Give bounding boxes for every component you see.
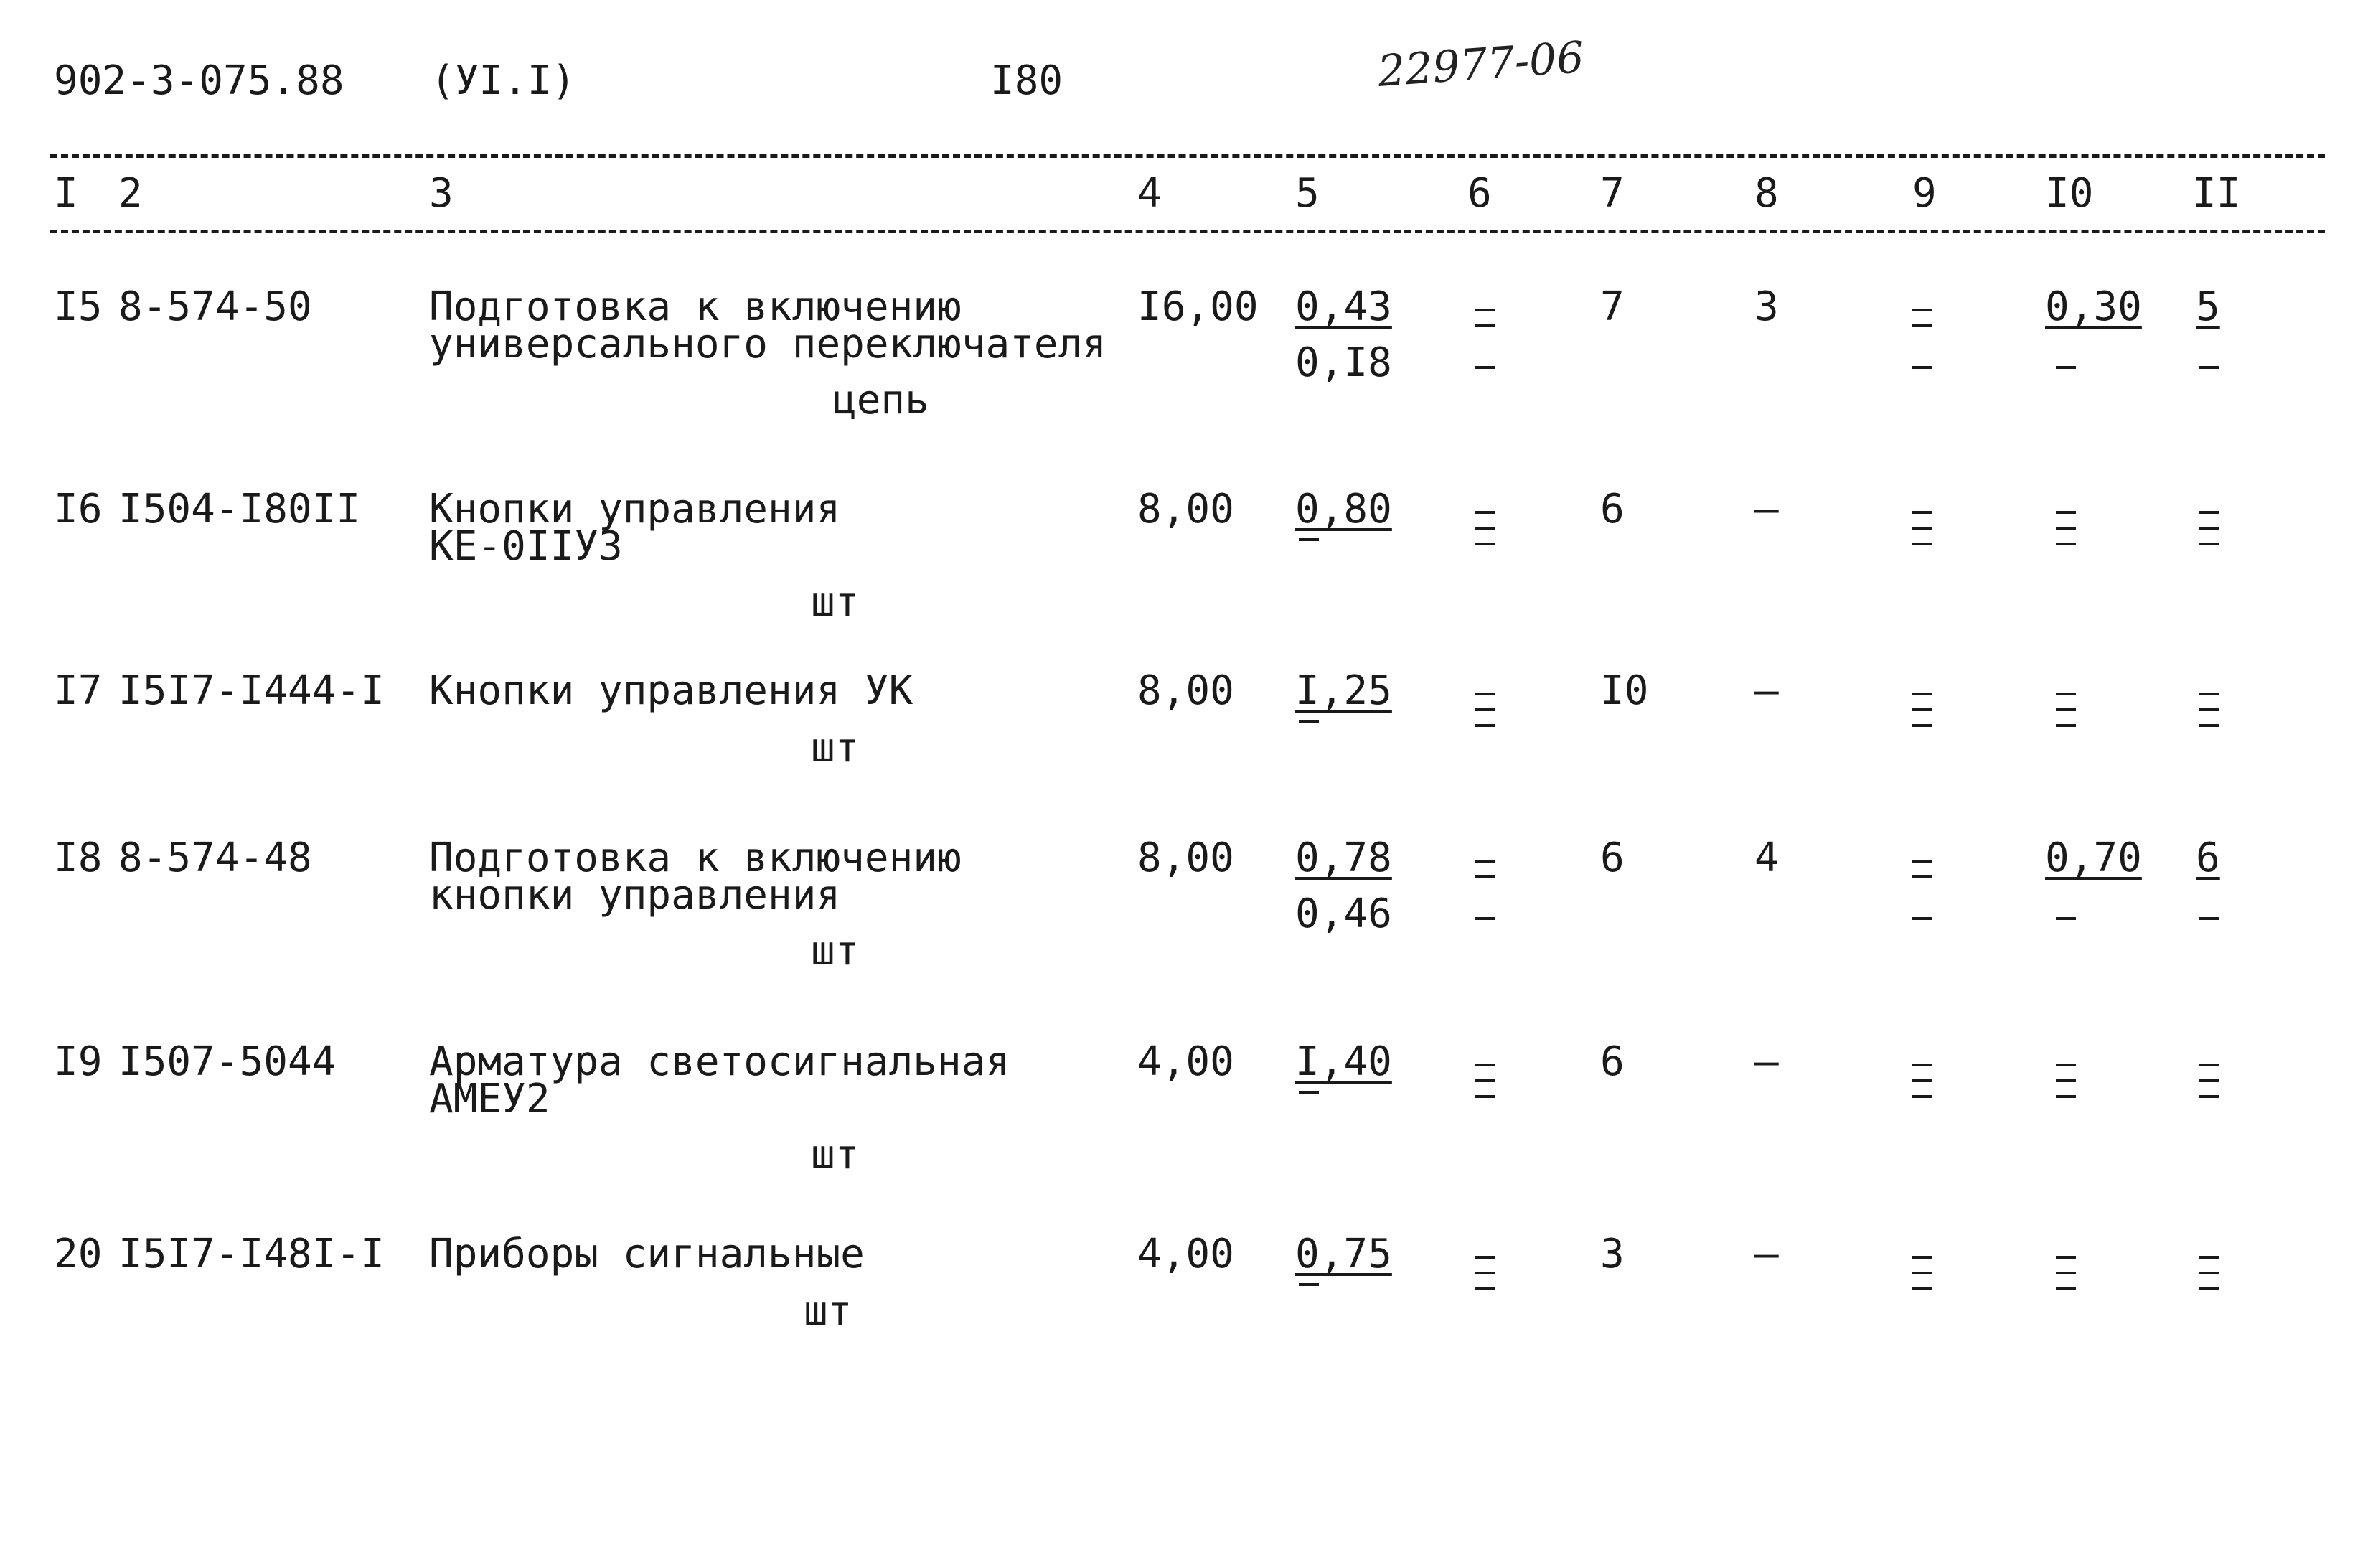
row-number: I8 xyxy=(54,835,103,881)
col-8-value: – xyxy=(1754,1231,1779,1277)
column-header: 3 xyxy=(429,170,454,217)
empty-cell-mark xyxy=(1912,1079,1932,1082)
empty-cell-mark xyxy=(1912,693,1932,695)
section-label: (УI.I) xyxy=(431,57,576,104)
unit-of-measure: цепь xyxy=(832,377,929,423)
row-number: I7 xyxy=(54,667,103,714)
empty-cell-mark xyxy=(2056,1064,2076,1066)
column-header: 4 xyxy=(1137,170,1162,217)
handwritten-number: 22977-06 xyxy=(1376,32,1586,97)
rate-top: 0,75 xyxy=(1295,1231,1392,1277)
empty-cell-mark xyxy=(1912,1256,1932,1259)
empty-cell-mark xyxy=(2056,1287,2076,1290)
description-line-2: АМЕУ2 xyxy=(429,1076,550,1122)
col-8-value: – xyxy=(1754,486,1779,532)
col-8-value: – xyxy=(1754,1038,1779,1085)
header-rule-top xyxy=(50,154,2325,158)
empty-cell-mark xyxy=(1912,1272,1932,1274)
description-line-2: КЕ-0IIУ3 xyxy=(429,523,623,570)
col-7-value: 6 xyxy=(1600,486,1625,532)
empty-cell-mark xyxy=(2199,543,2219,545)
column-header: 2 xyxy=(118,170,143,217)
empty-cell-mark xyxy=(2199,527,2219,530)
price-code: I5I7-I444-I xyxy=(118,667,385,714)
row-number: I9 xyxy=(54,1038,103,1085)
col-7-value: 3 xyxy=(1600,1231,1625,1277)
quantity: 8,00 xyxy=(1137,835,1234,881)
empty-cell-mark xyxy=(2199,1256,2219,1259)
unit-of-measure: шт xyxy=(811,725,860,771)
column-header: 7 xyxy=(1600,170,1625,217)
empty-cell-mark xyxy=(1912,724,1932,727)
description-line-1: Подготовка к включению xyxy=(429,283,962,330)
empty-cell-mark xyxy=(1475,511,1495,514)
unit-of-measure: шт xyxy=(804,1288,852,1335)
empty-cell-mark xyxy=(1475,708,1495,711)
page-number: I80 xyxy=(990,57,1063,104)
column-header: 6 xyxy=(1467,170,1492,217)
unit-of-measure: шт xyxy=(811,928,860,975)
rate-top: I,25 xyxy=(1295,667,1392,714)
column-header: I0 xyxy=(2045,170,2094,217)
empty-cell-mark xyxy=(2199,1272,2219,1274)
col-8-value: 4 xyxy=(1754,835,1779,881)
empty-cell-mark xyxy=(2056,724,2076,727)
empty-cell-mark xyxy=(2199,917,2219,920)
empty-cell-mark xyxy=(1475,543,1495,545)
description-line-1: Кнопки управления xyxy=(429,486,841,532)
col-10-value: 0,30 xyxy=(2045,283,2142,330)
empty-cell-mark xyxy=(2199,1064,2219,1066)
description-line-2: универсального переключателя xyxy=(429,321,1107,367)
empty-cell-mark xyxy=(1475,1272,1495,1274)
empty-cell-mark xyxy=(2056,1256,2076,1259)
rate-top: 0,80 xyxy=(1295,486,1392,532)
empty-cell-mark xyxy=(2199,1079,2219,1082)
empty-cell-mark xyxy=(1912,875,1932,878)
empty-cell-mark xyxy=(2056,708,2076,711)
empty-cell-mark xyxy=(2199,1095,2219,1098)
empty-cell-mark xyxy=(1912,1095,1932,1098)
empty-cell-mark xyxy=(1912,366,1932,369)
empty-cell-mark xyxy=(1475,527,1495,530)
empty-cell-mark xyxy=(2199,693,2219,695)
price-code: I504-I80II xyxy=(118,486,361,532)
col-7-value: 6 xyxy=(1600,835,1625,881)
row-number: 20 xyxy=(54,1231,103,1277)
rate-bottom: 0,46 xyxy=(1295,891,1392,937)
price-code: 8-574-48 xyxy=(118,835,312,881)
column-header: 9 xyxy=(1912,170,1937,217)
empty-cell-mark xyxy=(1912,527,1932,530)
description-line-1: Кнопки управления УК xyxy=(429,667,913,714)
empty-cell-mark xyxy=(1912,860,1932,863)
empty-cell-mark xyxy=(2056,543,2076,545)
quantity: 4,00 xyxy=(1137,1038,1234,1085)
empty-cell-mark xyxy=(2199,1287,2219,1290)
column-header: I xyxy=(54,170,78,217)
empty-cell-mark xyxy=(1475,1064,1495,1066)
description-line-1: Приборы сигнальные xyxy=(429,1231,865,1277)
rate-bottom: 0,I8 xyxy=(1295,339,1392,386)
col-11-value: 6 xyxy=(2196,835,2220,881)
empty-cell-mark xyxy=(1475,860,1495,863)
rate-top: 0,78 xyxy=(1295,835,1392,881)
empty-cell-mark xyxy=(1475,324,1495,327)
price-code: I5I7-I48I-I xyxy=(118,1231,385,1277)
empty-cell-mark xyxy=(1475,1287,1495,1290)
quantity: 4,00 xyxy=(1137,1231,1234,1277)
column-header: 5 xyxy=(1295,170,1320,217)
empty-cell-mark xyxy=(2056,527,2076,530)
quantity: 8,00 xyxy=(1137,486,1234,532)
col-8-value: – xyxy=(1754,667,1779,714)
empty-cell-mark xyxy=(1912,543,1932,545)
description-line-1: Подготовка к включению xyxy=(429,835,962,881)
document-code: 902-3-075.88 xyxy=(54,57,344,104)
empty-cell-mark xyxy=(1912,708,1932,711)
unit-of-measure: шт xyxy=(811,579,860,626)
unit-of-measure: шт xyxy=(811,1132,860,1178)
col-10-value: 0,70 xyxy=(2045,835,2142,881)
empty-cell-mark xyxy=(1912,324,1932,327)
empty-cell-mark xyxy=(1475,1095,1495,1098)
empty-cell-mark xyxy=(2056,1079,2076,1082)
col-7-value: 6 xyxy=(1600,1038,1625,1085)
quantity: I6,00 xyxy=(1137,283,1259,330)
empty-cell-mark xyxy=(2056,366,2076,369)
col-7-value: 7 xyxy=(1600,283,1625,330)
empty-cell-mark xyxy=(1475,724,1495,727)
empty-cell-mark xyxy=(1475,1079,1495,1082)
empty-cell-mark xyxy=(1912,1064,1932,1066)
column-header: II xyxy=(2192,170,2241,217)
empty-cell-mark xyxy=(2056,511,2076,514)
empty-cell-mark xyxy=(2199,511,2219,514)
quantity: 8,00 xyxy=(1137,667,1234,714)
empty-cell-mark xyxy=(2056,693,2076,695)
col-7-value: I0 xyxy=(1600,667,1649,714)
empty-cell-mark xyxy=(1475,917,1495,920)
empty-cell-mark xyxy=(1475,366,1495,369)
empty-cell-mark xyxy=(1912,1287,1932,1290)
empty-cell-mark xyxy=(1912,917,1932,920)
empty-cell-mark xyxy=(1912,511,1932,514)
empty-cell-mark xyxy=(1299,1283,1319,1286)
rate-top: I,40 xyxy=(1295,1038,1392,1085)
empty-cell-mark xyxy=(2199,366,2219,369)
empty-cell-mark xyxy=(1475,693,1495,695)
empty-cell-mark xyxy=(1912,309,1932,311)
row-number: I6 xyxy=(54,486,103,532)
empty-cell-mark xyxy=(1299,538,1319,541)
empty-cell-mark xyxy=(2056,1095,2076,1098)
row-number: I5 xyxy=(54,283,103,330)
empty-cell-mark xyxy=(1475,1256,1495,1259)
price-code: I507-5044 xyxy=(118,1038,337,1085)
description-line-2: кнопки управления xyxy=(429,872,841,919)
description-line-1: Арматура светосигнальная xyxy=(429,1038,1010,1085)
header-rule-bottom xyxy=(50,230,2325,233)
col-11-value: 5 xyxy=(2196,283,2220,330)
col-8-value: 3 xyxy=(1754,283,1779,330)
empty-cell-mark xyxy=(2056,1272,2076,1274)
empty-cell-mark xyxy=(2056,917,2076,920)
empty-cell-mark xyxy=(1299,720,1319,723)
empty-cell-mark xyxy=(2199,724,2219,727)
price-code: 8-574-50 xyxy=(118,283,312,330)
empty-cell-mark xyxy=(1475,875,1495,878)
column-header: 8 xyxy=(1754,170,1779,217)
empty-cell-mark xyxy=(1475,309,1495,311)
empty-cell-mark xyxy=(1299,1091,1319,1094)
empty-cell-mark xyxy=(2199,708,2219,711)
rate-top: 0,43 xyxy=(1295,283,1392,330)
